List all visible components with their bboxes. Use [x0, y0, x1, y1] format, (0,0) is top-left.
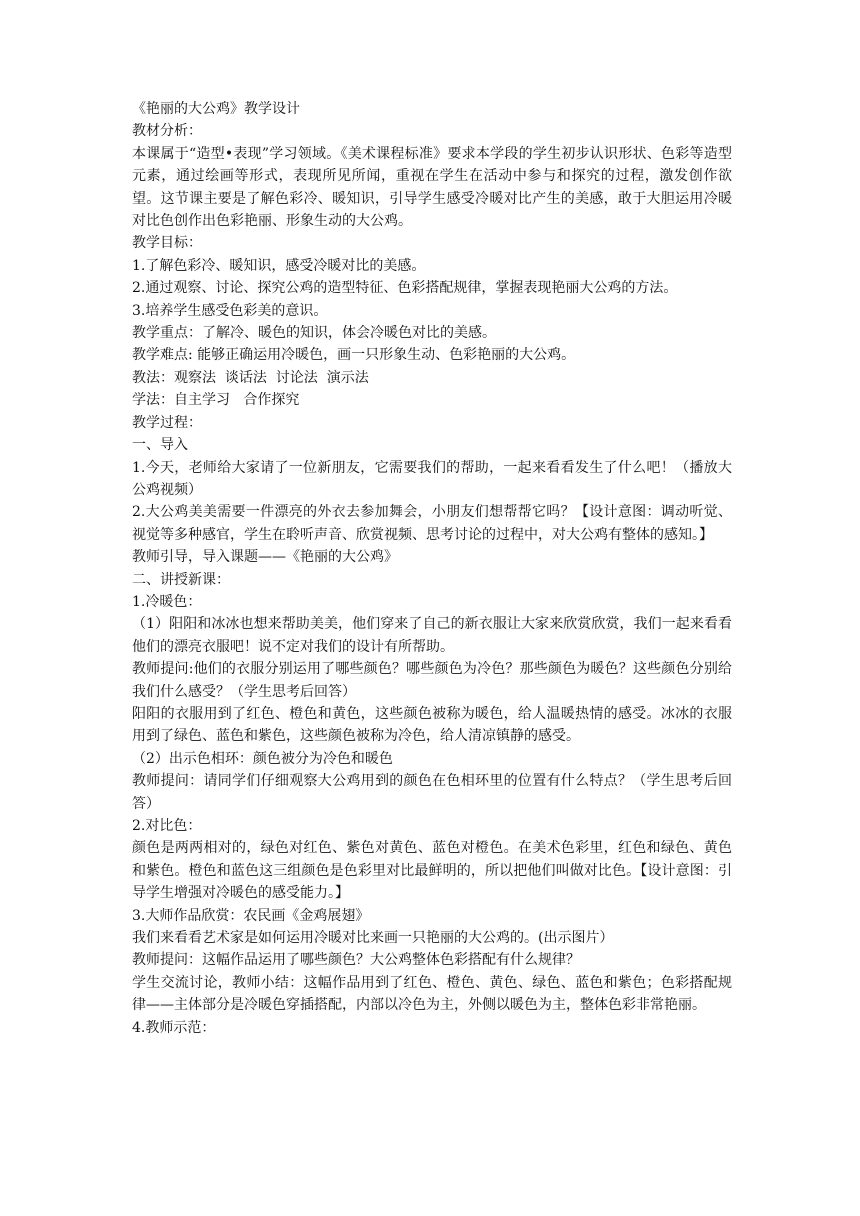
subsection-heading: 1.冷暖色： — [132, 593, 202, 610]
paragraph: 教师提问:他们的衣服分别运用了哪些颜色？哪些颜色为冷色？那些颜色为暖色？这些颜色分别给我们什么感受？（学生思考后回答） — [132, 661, 732, 700]
paragraph: 教师引导，导入课题——《艳丽的大公鸡》 — [132, 549, 398, 566]
paragraph: （2）出示色相环：颜色被分为冷色和暖色 — [132, 750, 393, 767]
section-heading: 二、讲授新课： — [132, 571, 230, 588]
paragraph: 我们来看看艺术家是如何运用冷暖对比来画一只艳丽的大公鸡的。(出示图片） — [132, 930, 614, 947]
paragraph: 教学难点: 能够正确运用冷暖色，画一只形象生动、色彩艳丽的大公鸡。 — [132, 347, 576, 364]
subsection-heading: 2.对比色： — [132, 818, 202, 834]
section-heading: 一、导入 — [132, 437, 188, 454]
list-item: 1.了解色彩冷、暖知识，感受冷暖对比的美感。 — [132, 257, 426, 274]
paragraph: 学生交流讨论，教师小结：这幅作品用到了红色、橙色、黄色、绿色、蓝色和紫色；色彩搭配规律——主体部分是冷暖色穿插搭配，内部以冷色为主，外侧以暖色为主，整体色彩非常艳丽。 — [132, 974, 732, 1014]
paragraph: 本课属于“造型•表现”学习领域。《美术课程标准》要求本学段的学生初步认识形状、色彩等造型元素，通过绘画等形式，表现所见所闻，重视在学生在活动中参与和探究的过程，激发创作欲望。这节课主要是了解色彩冷、暖知识，引导学生感受冷暖对比产生的美感，敢于大胆运用冷暖对比色创作出色彩艳丽、形象生动的大公鸡。 — [132, 145, 732, 230]
list-item: 1.今天，老师给大家请了一位新朋友，它需要我们的帮助，一起来看看发生了什么吧！（播放大公鸡视频） — [132, 459, 732, 498]
paragraph: 教学重点：了解冷、暖色的知识，体会冷暖色对比的美感。 — [132, 325, 496, 342]
section-heading: 教学过程： — [132, 414, 202, 431]
paragraph: 教法：观察法 谈话法 讨论法 演示法 — [132, 369, 369, 386]
doc-title: 《艳丽的大公鸡》教学设计 — [132, 101, 300, 117]
paragraph: 教师提问：这幅作品运用了哪些颜色？大公鸡整体色彩搭配有什么规律？ — [132, 952, 580, 969]
paragraph: 阳阳的衣服用到了红色、橙色和黄色，这些颜色被称为暖色，给人温暖热情的感受。冰冰的衣服用到了绿色、蓝色和紫色，这些颜色被称为冷色，给人清凉镇静的感受。 — [132, 705, 732, 745]
paragraph: 教师提问：请同学们仔细观察大公鸡用到的颜色在色相环里的位置有什么特点？（学生思考后回答） — [132, 773, 732, 812]
subsection-heading: 3.大师作品欣赏：农民画《金鸡展翅》 — [132, 907, 370, 924]
section-heading: 教学目标： — [132, 235, 202, 252]
paragraph: 学法：自主学习 合作探究 — [132, 392, 300, 409]
document-body — [132, 98, 732, 1039]
list-item: 2.大公鸡美美需要一件漂亮的外衣去参加舞会，小朋友们想帮帮它吗？【设计意图：调动听觉、视觉等多种感官，学生在聆听声音、欣赏视频、思考讨论的过程中，对大公鸡有整体的感知。】 — [132, 504, 732, 543]
list-item: 2.通过观察、讨论、探究公鸡的造型特征、色彩搭配规律，掌握表现艳丽大公鸡的方法。 — [132, 280, 678, 297]
subsection-heading: 4.教师示范： — [132, 1019, 216, 1036]
paragraph: 颜色是两两相对的，绿色对红色、紫色对黄色、蓝色对橙色。在美术色彩里，红色和绿色、黄色和紫色。橙色和蓝色这三组颜色是色彩里对比最鲜明的，所以把他们叫做对比色。【设计意图：引导学生增强对冷暖色的感受能力。】 — [132, 840, 732, 902]
paragraph: （1）阳阳和冰冰也想来帮助美美，他们穿来了自己的新衣服让大家来欣赏欣赏，我们一起来看看他们的漂亮衣服吧！说不定对我们的设计有所帮助。 — [132, 616, 732, 655]
list-item: 3.培养学生感受色彩美的意识。 — [132, 302, 328, 319]
section-heading: 教材分析： — [132, 123, 202, 140]
